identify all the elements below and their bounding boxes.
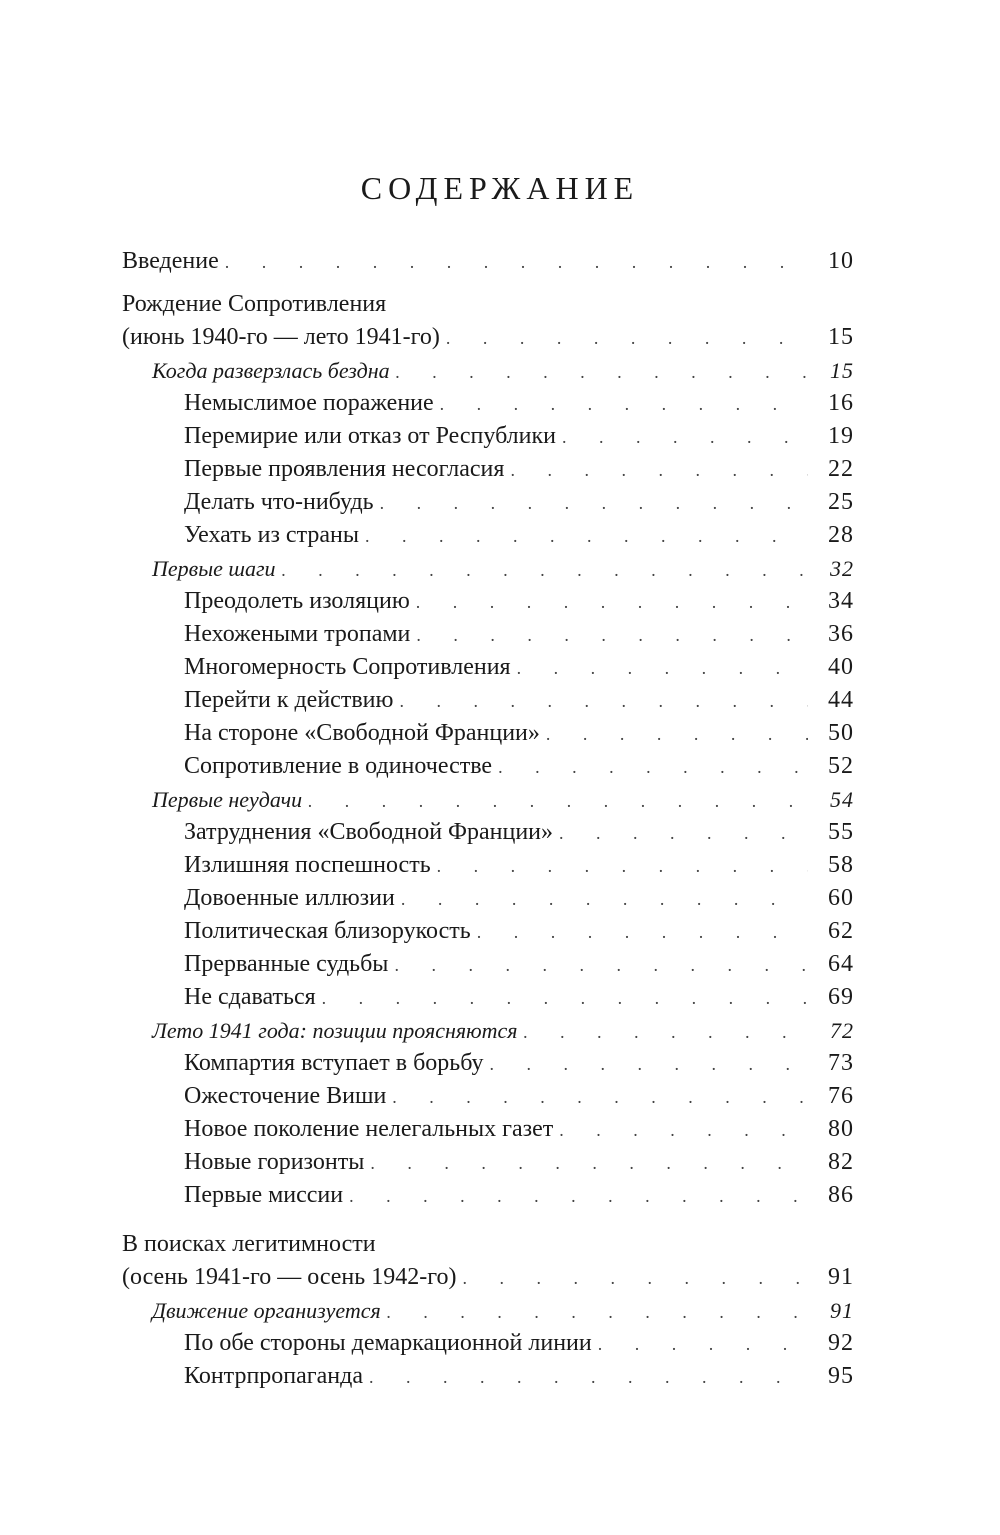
toc-entry-chapter[interactable]: [122, 420, 854, 453]
toc-entry-label: Лето 1941 года: позиции проясняются: [152, 1014, 524, 1047]
dot-leader: [394, 949, 808, 982]
dot-leader: [380, 487, 808, 520]
toc-entry-section[interactable]: [122, 552, 854, 585]
toc-entry-label: По обе стороны демаркационной линии: [184, 1327, 598, 1360]
toc-page-number: 19: [808, 420, 854, 453]
toc-page-number: 54: [808, 783, 854, 816]
toc-entry-section[interactable]: [122, 783, 854, 816]
toc-page-number: 40: [808, 651, 854, 684]
dot-leader: [524, 1016, 808, 1049]
dot-leader: [387, 1296, 808, 1329]
toc-entry-section[interactable]: [122, 1294, 854, 1327]
toc-entry-chapter[interactable]: [122, 849, 854, 882]
toc-entry-chapter[interactable]: [122, 486, 854, 519]
toc-entry-label: Первые миссии: [184, 1179, 349, 1212]
toc-entry-part[interactable]: [122, 1261, 854, 1294]
toc-entry-label: Контрпропаганда: [184, 1360, 369, 1393]
toc-page-number: 16: [808, 387, 854, 420]
toc-page-number: 28: [808, 519, 854, 552]
toc-page-number: 92: [808, 1327, 854, 1360]
dot-leader: [437, 850, 808, 883]
toc-entry-label: Нехожеными тропами: [184, 618, 416, 651]
dot-leader: [598, 1328, 808, 1361]
toc-entry-label: Первые неудачи: [152, 783, 308, 816]
part-title[interactable]: В поисках легитимности: [122, 1231, 376, 1257]
toc-entry-chapter[interactable]: [122, 882, 854, 915]
toc-entry-section[interactable]: [122, 354, 854, 387]
dot-leader: [546, 718, 808, 751]
dot-leader: [446, 322, 808, 355]
toc-page-number: 15: [808, 321, 854, 354]
toc-page-number: 95: [808, 1360, 854, 1393]
toc-entry-label: Новое поколение нелегальных газет: [184, 1113, 559, 1146]
toc-page-number: 76: [808, 1080, 854, 1113]
dot-leader: [282, 554, 808, 587]
toc-entry-label: Введение: [122, 245, 225, 278]
toc-entry-chapter[interactable]: [122, 453, 854, 486]
toc-page-number: 58: [808, 849, 854, 882]
dot-leader: [440, 388, 808, 421]
toc-page-number: 15: [808, 354, 854, 387]
dot-leader: [365, 520, 808, 553]
dot-leader: [399, 685, 808, 718]
toc-entry-chapter[interactable]: [122, 618, 854, 651]
toc-entry-label: Перейти к действию: [184, 684, 399, 717]
toc-entry-label: Преодолеть изоляцию: [184, 585, 416, 618]
toc-page-number: 69: [808, 981, 854, 1014]
toc-entry-chapter[interactable]: [122, 1179, 854, 1212]
dot-leader: [490, 1048, 808, 1081]
toc-entry-label: Не сдаваться: [184, 981, 322, 1014]
toc-entry-label: Довоенные иллюзии: [184, 882, 401, 915]
dot-leader: [369, 1361, 808, 1394]
toc-entry-chapter[interactable]: [122, 915, 854, 948]
toc-entry-chapter[interactable]: [122, 684, 854, 717]
toc-page-number: 25: [808, 486, 854, 519]
toc-page-number: 91: [808, 1294, 854, 1327]
toc-page-number: 73: [808, 1047, 854, 1080]
toc-page-number: 60: [808, 882, 854, 915]
toc-entry-intro[interactable]: [122, 245, 854, 278]
dot-leader: [562, 421, 808, 454]
toc-entry-label: Многомерность Сопротивления: [184, 651, 517, 684]
toc-entry-label: Компартия вступает в борьбу: [184, 1047, 490, 1080]
toc-page-number: 44: [808, 684, 854, 717]
dot-leader: [370, 1147, 808, 1180]
toc-entry-chapter[interactable]: [122, 948, 854, 981]
toc-entry-part[interactable]: [122, 321, 854, 354]
dot-leader: [225, 246, 808, 279]
toc-entry-label: Сопротивление в одиночестве: [184, 750, 498, 783]
dot-leader: [462, 1262, 808, 1295]
toc-page-number: 52: [808, 750, 854, 783]
toc-entry-label: Когда разверзлась бездна: [152, 354, 396, 387]
dot-leader: [401, 883, 808, 916]
toc-entry-chapter[interactable]: [122, 717, 854, 750]
toc-entry-label: Ожесточение Виши: [184, 1080, 392, 1113]
toc-entry-chapter[interactable]: [122, 1327, 854, 1360]
toc-entry-chapter[interactable]: [122, 585, 854, 618]
toc-page-number: 55: [808, 816, 854, 849]
page-title: СОДЕРЖАНИЕ: [360, 170, 640, 206]
toc-entry-label: Прерванные судьбы: [184, 948, 394, 981]
toc-entry-chapter[interactable]: [122, 816, 854, 849]
toc-entry-label: Перемирие или отказ от Республики: [184, 420, 562, 453]
dot-leader: [498, 751, 808, 784]
dot-leader: [559, 817, 808, 850]
toc-page-number: 10: [808, 245, 854, 278]
toc-entry-label: Новые горизонты: [184, 1146, 370, 1179]
toc-entry-label: (осень 1941-го — осень 1942-го): [122, 1261, 462, 1294]
toc-entry-chapter[interactable]: [122, 519, 854, 552]
dot-leader: [308, 785, 808, 818]
toc-page-number: 82: [808, 1146, 854, 1179]
toc-entry-chapter[interactable]: [122, 750, 854, 783]
toc-entry-label: Делать что-нибудь: [184, 486, 380, 519]
toc-entry-chapter[interactable]: [122, 651, 854, 684]
toc-page-number: 22: [808, 453, 854, 486]
toc-entry-chapter[interactable]: [122, 1360, 854, 1393]
toc-page-number: 36: [808, 618, 854, 651]
toc-entry-label: Уехать из страны: [184, 519, 365, 552]
toc-page-number: 64: [808, 948, 854, 981]
toc-entry-chapter[interactable]: [122, 1113, 854, 1146]
toc-entry-chapter[interactable]: [122, 387, 854, 420]
dot-leader: [559, 1114, 808, 1147]
toc-entry-label: Немыслимое поражение: [184, 387, 440, 420]
toc-entry-label: Затруднения «Свободной Франции»: [184, 816, 559, 849]
dot-leader: [517, 652, 808, 685]
toc-page-number: 86: [808, 1179, 854, 1212]
toc-entry-label: Движение организуется: [152, 1294, 387, 1327]
dot-leader: [396, 356, 808, 389]
toc-page-number: 62: [808, 915, 854, 948]
toc-entry-label: (июнь 1940-го — лето 1941-го): [122, 321, 446, 354]
dot-leader: [510, 454, 808, 487]
toc-entry-label: Политическая близорукость: [184, 915, 477, 948]
toc-page-number: 72: [808, 1014, 854, 1047]
toc-page-number: 50: [808, 717, 854, 750]
dot-leader: [477, 916, 808, 949]
toc-entry-chapter[interactable]: [122, 1146, 854, 1179]
toc-entry-section[interactable]: [122, 1014, 854, 1047]
dot-leader: [392, 1081, 808, 1114]
toc-entry-chapter[interactable]: [122, 981, 854, 1014]
part-title[interactable]: Рождение Сопротивления: [122, 291, 387, 317]
dot-leader: [416, 586, 808, 619]
toc-entry-label: Первые проявления несогласия: [184, 453, 510, 486]
toc-entry-label: На стороне «Свободной Франции»: [184, 717, 546, 750]
toc-entry-label: Излишняя поспешность: [184, 849, 437, 882]
toc-page-number: 91: [808, 1261, 854, 1294]
toc-entry-chapter[interactable]: [122, 1080, 854, 1113]
table-of-contents: [122, 245, 854, 1393]
dot-leader: [322, 982, 808, 1015]
toc-entry-label: Первые шаги: [152, 552, 282, 585]
dot-leader: [349, 1180, 808, 1213]
toc-page-number: 80: [808, 1113, 854, 1146]
toc-entry-chapter[interactable]: [122, 1047, 854, 1080]
toc-page-number: 32: [808, 552, 854, 585]
toc-page-number: 34: [808, 585, 854, 618]
dot-leader: [416, 619, 808, 652]
